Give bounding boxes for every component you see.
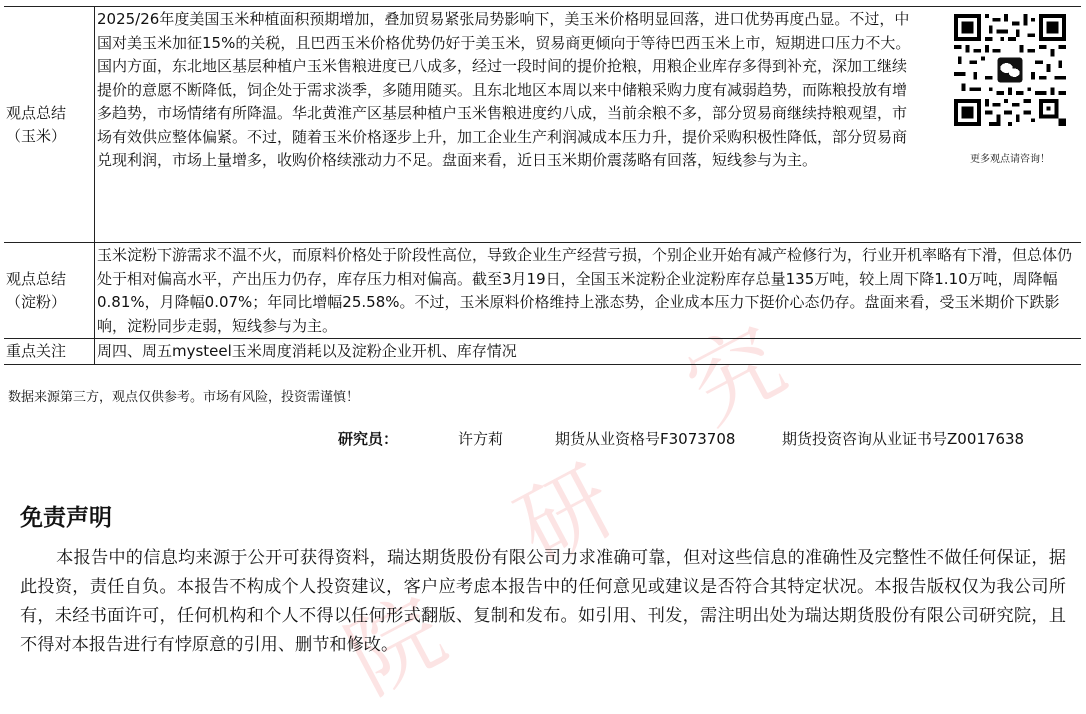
corn-cell <box>95 7 1082 243</box>
researcher-title: 研究员： <box>338 430 399 448</box>
disclaimer-title: 免责声明 <box>20 505 112 531</box>
corn-summary-text: 2025/26年度美国玉米种植面积预期增加，叠加贸易紧张局势影响下，美玉米价格明显回落，进口优势再度凸显。不过，中国对美玉米加征15%的关税，且巴西玉米价格优势仍好于美玉米，贸易商更倾向于等待巴西玉米上市，短期进口压力不大。国内方面，东北地区基层种植户玉米售粮进度已八成多，经过一段时间的提价抢粮，用粮企业库存多得到补充，深加工继续提价的意愿不断降低，饲企处于需求淡季，多随用随买。且东北地区本周以来中储粮采购力度有减弱趋势，而陈粮投放有增多趋势，市场情绪有所降温。华北黄淮产区基层种植户玉米售粮进度约八成，当前余粮不多，部分贸易商继续持粮观望，市场有效供应整体偏紧。不过，随着玉米价格逐步上升，加工企业生产利润减成本压力升，提价采购积极性降低，部分贸易商兑现利润，市场上量增多，收购价格续涨动力不足。盘面来看，近日玉米期价震荡略有回落，短线参与为主。 <box>97 10 911 169</box>
watermark-char: 院 <box>330 576 462 714</box>
starch-row <box>4 243 1081 339</box>
starch-label: 观点总结（淀粉） <box>4 243 95 339</box>
corn-label: 观点总结（玉米） <box>4 7 95 243</box>
qualification-number: 期货从业资格号F3073708 <box>555 430 736 448</box>
focus-row <box>4 339 1081 365</box>
qr-block <box>945 14 1075 171</box>
corn-row <box>4 7 1081 243</box>
focus-label: 重点关注 <box>4 339 95 365</box>
researcher-name: 许方莉 <box>458 430 504 448</box>
qr-code-icon <box>954 14 1066 126</box>
disclaimer-text: 本报告中的信息均来源于公开可获得资料，瑞达期货股份有限公司力求准确可靠，但对这些信息的准确性及完整性不做任何保证，据此投资，责任自负。本报告不构成个人投资建议，客户应考虑本报告中的任何意见或建议是否符合其特定状况。本报告版权仅为我公司所有，未经书面许可，任何机构和个人不得以任何形式翻版、复制和发布。如引用、刊发，需注明出处为瑞达期货股份有限公司研究院，且不得对本报告进行有悖原意的引用、删节和修改。 <box>20 548 1066 655</box>
consulting-license-number: 期货投资咨询从业证书号Z0017638 <box>782 430 1025 448</box>
summary-table <box>4 6 1081 365</box>
watermark-char: 研 <box>500 446 632 585</box>
source-note: 数据来源第三方，观点仅供参考。市场有风险，投资需谨慎！ <box>8 390 360 405</box>
starch-summary-text: 玉米淀粉下游需求不温不火，而原料价格处于阶段性高位，导致企业生产经营亏损，个别企业开始有减产检修行为，行业开机率略有下滑，但总体仍处于相对偏高水平，产出压力仍存，库存压力相对偏高。截至3月19日，全国玉米淀粉企业淀粉库存总量135万吨，较上周下降1.10万吨，周降幅0.81%，月降幅0.07%；年同比增幅25.58%。不过，玉米原料价格维持上涨态势，企业成本压力下挺价心态仍存。盘面来看，受玉米期价下跌影响，淀粉同步走弱，短线参与为主。 <box>95 243 1082 339</box>
watermark-char: 究 <box>670 306 802 445</box>
focus-text: 周四、周五mysteel玉米周度消耗以及淀粉企业开机、库存情况 <box>95 339 1082 365</box>
qr-caption: 更多观点请咨询！ <box>970 153 1050 165</box>
